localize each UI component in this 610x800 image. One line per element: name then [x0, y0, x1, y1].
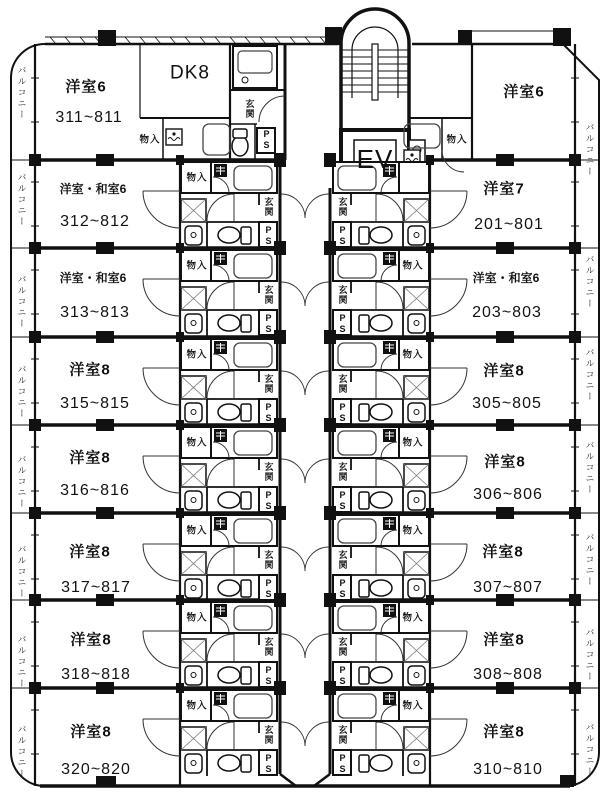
balcony-label: バルコニー: [584, 122, 595, 178]
room-number-label: 203~803: [472, 304, 542, 321]
balcony-label: バルコニー: [16, 172, 27, 228]
storage-label: 物入: [402, 260, 424, 272]
room-name-label: 洋室6: [503, 83, 545, 101]
storage-label: 物入: [446, 134, 468, 146]
storage-label: 物入: [139, 134, 161, 146]
ps-label: PS: [261, 129, 272, 151]
storage-label: 物入: [402, 525, 424, 537]
ps-label: PS: [337, 753, 348, 775]
ps-label: PS: [337, 578, 348, 600]
entrance-label: 玄関: [263, 285, 274, 305]
room-name-label: 洋室8: [70, 631, 112, 649]
ps-label: PS: [263, 490, 274, 512]
balcony-label: バルコニー: [16, 65, 27, 121]
balcony-label: バルコニー: [16, 454, 27, 510]
room-number-label: 313~813: [60, 304, 130, 321]
balcony-label: バルコニー: [16, 364, 27, 420]
entrance-label: 玄関: [337, 550, 348, 570]
balcony-label: バルコニー: [16, 274, 27, 330]
entrance-label: 玄関: [263, 725, 274, 745]
entrance-label: 玄関: [263, 462, 274, 482]
room-number-label: 308~808: [473, 666, 543, 683]
room-number-label: 317~817: [61, 579, 131, 596]
room-name-label: 洋室8: [69, 543, 111, 561]
room-name-label: 洋室8: [70, 723, 112, 741]
storage-label: 物入: [402, 612, 424, 624]
ps-label: PS: [263, 402, 274, 424]
dk-label: DK8: [170, 62, 210, 84]
entrance-label: 玄関: [337, 374, 348, 394]
storage-label: 物入: [402, 700, 424, 712]
entrance-label: 玄関: [263, 197, 274, 217]
room-number-label: 201~801: [474, 216, 544, 233]
ps-label: PS: [263, 753, 274, 775]
room-number-label: 320~820: [61, 761, 131, 778]
room-number-label: 316~816: [60, 482, 130, 499]
storage-label: 物入: [186, 172, 208, 184]
entrance-label: 玄関: [337, 462, 348, 482]
room-number-label: 315~815: [60, 395, 130, 412]
room-name-label: 洋室8: [484, 453, 526, 471]
ps-label: PS: [337, 490, 348, 512]
entrance-label: 玄関: [337, 285, 348, 305]
room-name-label: 洋室・和室6: [59, 182, 127, 196]
balcony-label: バルコニー: [584, 532, 595, 588]
ps-label: PS: [263, 225, 274, 247]
room-number-label: 311~811: [55, 109, 123, 126]
room-name-label: 洋室8: [483, 723, 525, 741]
ps-label: PS: [337, 665, 348, 687]
balcony-label: バルコニー: [584, 627, 595, 683]
room-name-label: 洋室・和室6: [472, 271, 540, 285]
room-name-label: 洋室6: [65, 78, 107, 96]
entrance-label: 玄関: [244, 99, 255, 119]
room-name-label: 洋室8: [483, 631, 525, 649]
room-number-label: 312~812: [60, 213, 130, 230]
storage-label: 物入: [186, 700, 208, 712]
room-name-label: 洋室8: [69, 361, 111, 379]
balcony-label: バルコニー: [584, 347, 595, 403]
room-name-label: 洋室7: [483, 180, 525, 198]
ps-label: PS: [337, 313, 348, 335]
entrance-label: 玄関: [337, 725, 348, 745]
room-number-label: 307~807: [473, 579, 543, 596]
balcony-label: バルコニー: [16, 544, 27, 600]
ev-label: EV: [356, 144, 394, 174]
ps-label: PS: [263, 665, 274, 687]
room-number-label: 306~806: [473, 486, 543, 503]
balcony-label: バルコニー: [584, 254, 595, 310]
storage-label: 物入: [402, 437, 424, 449]
storage-label: 物入: [186, 437, 208, 449]
storage-label: 物入: [402, 349, 424, 361]
entrance-label: 玄関: [263, 550, 274, 570]
ps-label: PS: [337, 402, 348, 424]
room-name-label: 洋室8: [483, 362, 525, 380]
balcony-label: バルコニー: [16, 724, 27, 780]
ps-label: PS: [263, 313, 274, 335]
entrance-label: 玄関: [337, 197, 348, 217]
storage-label: 物入: [186, 260, 208, 272]
room-name-label: 洋室・和室6: [59, 271, 127, 285]
balcony-label: バルコニー: [584, 440, 595, 496]
storage-label: 物入: [186, 525, 208, 537]
entrance-label: 玄関: [263, 637, 274, 657]
room-name-label: 洋室8: [69, 449, 111, 467]
room-number-label: 305~805: [472, 395, 542, 412]
storage-label: 物入: [186, 612, 208, 624]
room-number-label: 318~818: [61, 666, 131, 683]
ps-label: PS: [337, 225, 348, 247]
ps-label: PS: [263, 578, 274, 600]
entrance-label: 玄関: [337, 637, 348, 657]
balcony-label: バルコニー: [16, 634, 27, 690]
entrance-label: 玄関: [263, 374, 274, 394]
balcony-label: バルコニー: [584, 722, 595, 778]
storage-label: 物入: [186, 349, 208, 361]
room-number-label: 310~810: [473, 761, 543, 778]
room-name-label: 洋室8: [482, 543, 524, 561]
